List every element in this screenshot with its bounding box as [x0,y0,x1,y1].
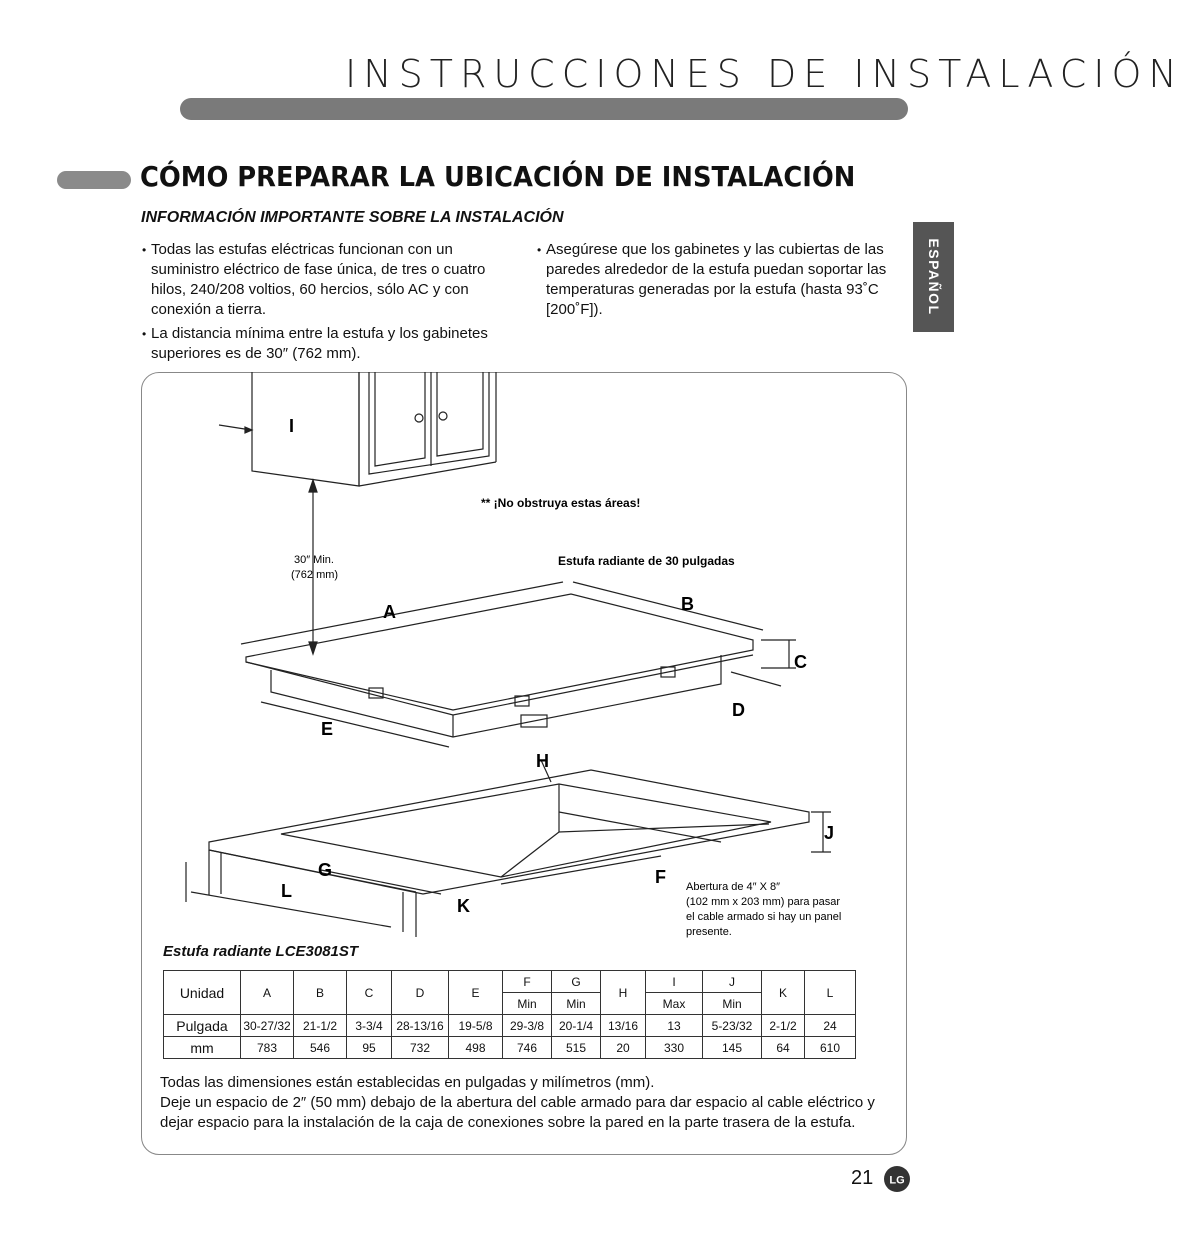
table-title: Estufa radiante LCE3081ST [163,943,359,960]
opening-note-line3: el cable armado si hay un panel [686,911,842,923]
table-header-cell: I [646,971,703,993]
table-cell: 783 [241,1037,294,1059]
table-cell: 145 [703,1037,762,1059]
subheading: INFORMACIÓN IMPORTANTE SOBRE LA INSTALACIÓN [141,209,564,226]
footer-line-1: Todas las dimensiones están establecidas en pulgadas y milímetros (mm). [160,1074,655,1091]
section-marker [57,171,131,189]
language-tab-label: ESPAÑOL [925,238,942,316]
table-row-label: Pulgada [164,1015,241,1037]
clearance-label-2: (762 mm) [291,569,339,581]
title-bar [180,98,908,120]
page-title: INSTRUCCIONES DE INSTALACIÓN [345,52,1184,96]
logo-text: LG [889,1174,905,1187]
table-cell: 330 [646,1037,703,1059]
table-qualifier-cell: Max [646,993,703,1015]
label-L: L [281,881,292,901]
table-cell: 610 [805,1037,856,1059]
bullet-item: • La distancia mínima entre la estufa y los gabinetes superiores es de 30″ (762 mm). [142,324,514,364]
table-cell: 3-3/4 [347,1015,392,1037]
table-header-cell: F [503,971,552,993]
label-K: K [457,896,470,916]
table-cell: 546 [294,1037,347,1059]
opening-note-line2: (102 mm x 203 mm) para pasar [686,896,841,908]
table-cell: 29-3/8 [503,1015,552,1037]
table-cell: 20-1/4 [552,1015,601,1037]
table-header-cell: E [449,971,503,1015]
footer-line-2: Deje un espacio de 2″ (50 mm) debajo de la abertura del cable armado para dar espacio al cable eléctrico y dejar espacio para la instalación de la caja de conexiones sobre la pared en la parte trasera de la estufa. [160,1094,875,1131]
table-header-cell: L [805,971,856,1015]
table-cell: 64 [762,1037,805,1059]
label-I: I [289,416,295,436]
opening-note-line4: presente. [686,926,732,938]
table-cell: 30-27/32 [241,1015,294,1037]
bullet-list-left [142,240,514,368]
page-number: 21 [851,1167,874,1189]
table-qualifier-cell: Min [703,993,762,1015]
section-heading: CÓMO PREPARAR LA UBICACIÓN DE INSTALACIÓN [140,160,856,193]
table-cell: 5-23/32 [703,1015,762,1037]
table-header-cell: A [241,971,294,1015]
table-cell: 515 [552,1037,601,1059]
table-header-cell: J [703,971,762,993]
table-cell: 21-1/2 [294,1015,347,1037]
table-header-cell: C [347,971,392,1015]
table-cell: 24 [805,1015,856,1037]
label-D: D [732,700,745,720]
table-cell: 19-5/8 [449,1015,503,1037]
bullet-item: • Todas las estufas eléctricas funcionan con un suministro eléctrico de fase única, de tres o cuatro hilos, 240/208 voltios, 60 hercios, sólo AC y con conexión a tierra. [142,240,514,320]
table-header-row [164,971,856,993]
label-H: H [536,751,549,771]
cooktop-caption: Estufa radiante de 30 pulgadas [558,554,735,568]
table-header-cell: H [601,971,646,1015]
table-cell: 732 [392,1037,449,1059]
table-row-label: mm [164,1037,241,1059]
label-G: G [318,860,333,880]
label-J: J [824,823,835,843]
table-cell: 13/16 [601,1015,646,1037]
cooktop-drawing [246,594,753,737]
table-qualifier-cell: Min [552,993,601,1015]
table-qualifier-cell: Min [503,993,552,1015]
table-cell: 20 [601,1037,646,1059]
label-B: B [681,594,694,614]
table-header-cell: D [392,971,449,1015]
table-cell: 13 [646,1015,703,1037]
table-cell: 2-1/2 [762,1015,805,1037]
table-cell: 95 [347,1037,392,1059]
lg-logo-icon [884,1166,910,1192]
clearance-label-1: 30″ Min. [294,554,334,566]
table-header-cell: G [552,971,601,993]
dimensions-table [163,970,856,1059]
table-row [164,1037,856,1059]
footer-notes [160,1073,880,1133]
table-cell: 28-13/16 [392,1015,449,1037]
label-A: A [383,602,396,622]
table-header-cell: K [762,971,805,1015]
bullet-item: • Asegúrese que los gabinetes y las cubiertas de las paredes alrededor de la estufa puedan soportar las temperaturas generadas por la estufa (hasta 93˚C [200˚F]). [537,240,915,320]
label-E: E [321,719,334,739]
table-cell: 498 [449,1037,503,1059]
label-C: C [794,652,807,672]
no-obstruct-note: ** ¡No obstruya estas áreas! [481,496,641,510]
language-tab [913,222,954,332]
label-F: F [655,867,666,887]
table-header-unit: Unidad [164,971,241,1015]
table-cell: 746 [503,1037,552,1059]
bullet-list-right [537,240,915,324]
table-header-cell: B [294,971,347,1015]
opening-note-line1: Abertura de 4″ X 8″ [686,881,781,893]
table-row [164,1015,856,1037]
